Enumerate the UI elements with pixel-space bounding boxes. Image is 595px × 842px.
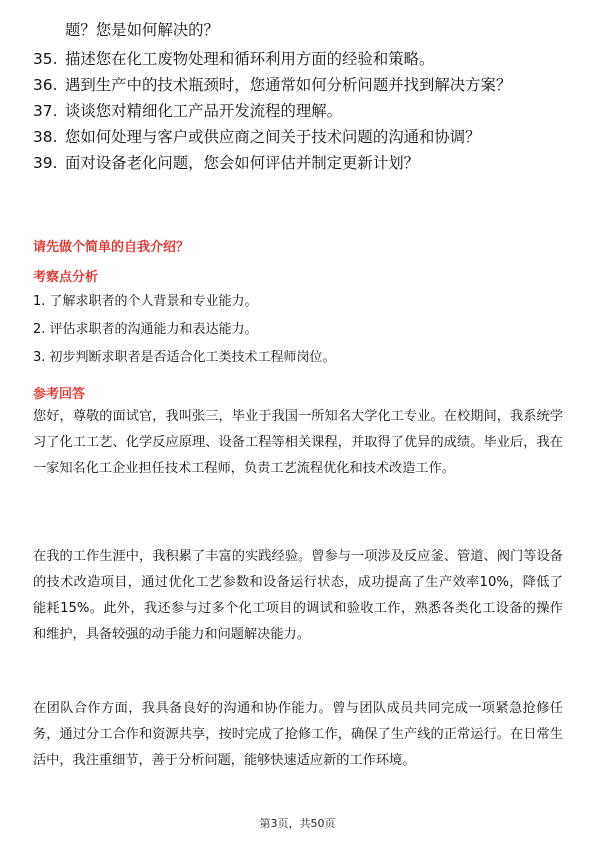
interview-question-title: 请先做个简单的自我介绍？: [33, 240, 190, 255]
question-item: [33, 153, 563, 174]
answer-paragraph: 您好，尊敬的面试官，我叫张三，毕业于我国一所知名大学化工专业。在校期间，我系统学习了化工工艺、化学反应原理、设备工程等相关课程，并取得了优异的成绩。毕业后，我在一家知名化工企业担任技术工程师，负责工艺流程优化和技术改造工作。: [33, 409, 563, 476]
question-item: [33, 75, 563, 96]
analysis-item: 3. 初步判断求职者是否适合化工类技术工程师岗位。: [33, 350, 336, 365]
question-item: [33, 127, 563, 148]
page-number: 第3页，共50页: [259, 817, 336, 830]
question-item: [33, 101, 563, 122]
answer-paragraph: 在团队合作方面，我具备良好的沟通和协作能力。曾与团队成员共同完成一项紧急抢修任务，通过分工合作和资源共享，按时完成了抢修工作，确保了生产线的正常运行。在日常生活中，我注重细节，善于分析问题，能够快速适应新的工作环境。: [33, 701, 563, 768]
question-number: [33, 20, 65, 41]
answer-heading: 参考回答: [33, 387, 86, 402]
question-list: [33, 20, 563, 179]
question-text: 谈谈您对精细化工产品开发流程的理解。: [65, 102, 343, 120]
analysis-heading: 考察点分析: [33, 270, 99, 285]
question-number: 35.: [33, 50, 58, 68]
question-text: 题？您是如何解决的？: [65, 21, 219, 39]
question-item: [33, 20, 563, 41]
question-number: 39.: [33, 154, 58, 172]
answer-paragraph: 在我的工作生涯中，我积累了丰富的实践经验。曾参与一项涉及反应釜、管道、阀门等设备的技术改造项目，通过优化工艺参数和设备运行状态，成功提高了生产效率10%，降低了能耗15%。此外，我还参与过多个化工项目的调试和验收工作，熟悉各类化工设备的操作和维护，具备较强的动手能力和问题解决能力。: [33, 549, 563, 642]
question-text: 遇到生产中的技术瓶颈时，您通常如何分析问题并找到解决方案？: [65, 76, 512, 94]
question-number: 37.: [33, 102, 58, 120]
question-item: [33, 49, 563, 70]
question-text: 描述您在化工废物处理和循环利用方面的经验和策略。: [65, 50, 435, 68]
analysis-item: 1. 了解求职者的个人背景和专业能力。: [33, 294, 258, 309]
question-number: 36.: [33, 76, 58, 94]
question-text: 面对设备老化问题，您会如何评估并制定更新计划？: [65, 154, 419, 172]
analysis-item: 2. 评估求职者的沟通能力和表达能力。: [33, 322, 258, 337]
question-number: 38.: [33, 128, 58, 146]
question-text: 您如何处理与客户或供应商之间关于技术问题的沟通和协调？: [65, 128, 481, 146]
